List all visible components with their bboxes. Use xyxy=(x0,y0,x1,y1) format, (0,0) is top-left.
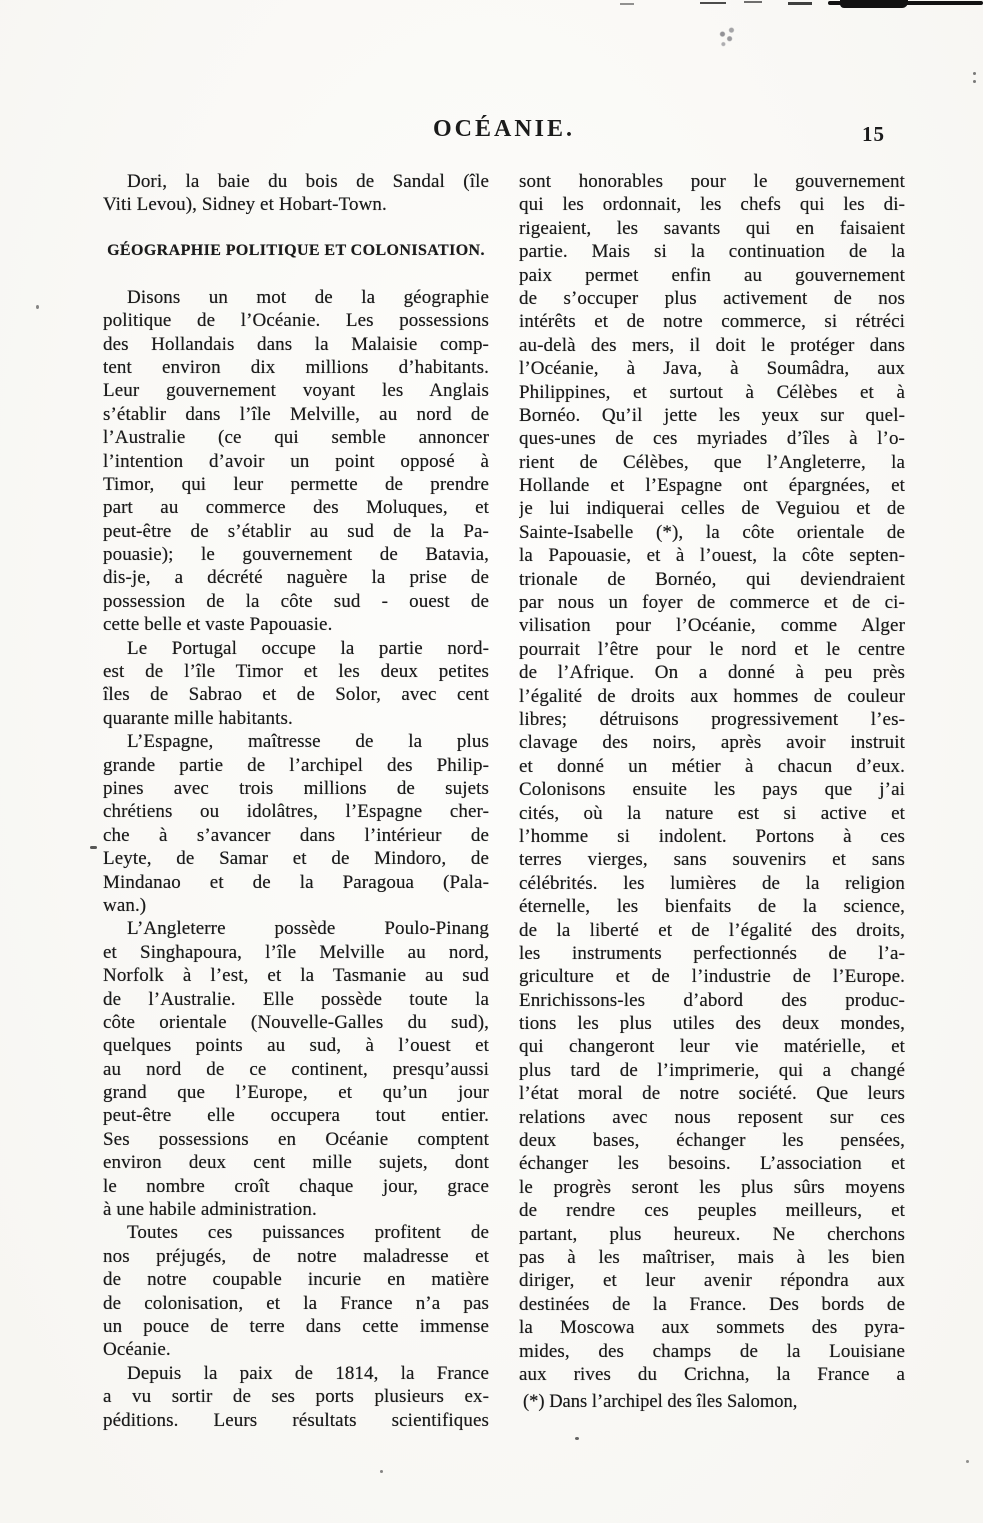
text-line: un pouce de terre dans cette immense xyxy=(103,1315,489,1337)
text-line: Norfolk à l’est, et la Tasmanie au sud xyxy=(103,965,489,987)
text-line: le nombre croît chaque jour, grace xyxy=(103,1175,489,1197)
text-line: le progrès seront les plus sûrs moyens xyxy=(519,1176,905,1198)
text-line: côte orientale (Nouvelle-Galles du sud), xyxy=(103,1011,489,1033)
text-line: de rendre ces peuples meilleurs, et xyxy=(519,1200,905,1222)
scan-artifact-top-streak xyxy=(840,0,908,8)
text-line: la Moscowa aux sommets des pyra- xyxy=(519,1317,905,1339)
text-line: possession de la côte sud - ouest de xyxy=(103,590,489,612)
text-line: trionale de Bornéo, qui deviendraient xyxy=(519,568,905,590)
text-line: s’établir dans l’île Melville, au nord de xyxy=(103,403,489,425)
text-line: partie. Mais si la continuation de la xyxy=(519,241,905,263)
page-number: 15 xyxy=(862,122,885,146)
text-line: de s’occuper plus activement de nos xyxy=(519,287,905,309)
text-line: chrétiens ou idolâtres, l’Espagne cher- xyxy=(103,801,489,823)
text-line: Timor, qui leur permette de prendre xyxy=(103,473,489,495)
scan-artifact xyxy=(90,846,97,849)
text-line: L’Espagne, maîtresse de la plus xyxy=(127,731,489,753)
text-line: Bornéo. Qu’il jette les yeux sur quel- xyxy=(519,404,905,426)
text-line: aux rives du Crichna, la France a xyxy=(519,1363,905,1385)
scan-artifact xyxy=(620,3,634,5)
scan-artifact xyxy=(744,1,762,3)
text-line: de l’Afrique. On a donné à peu près xyxy=(519,662,905,684)
text-line: vilisation pour l’Océanie, comme Alger xyxy=(519,615,905,637)
text-line: quelques points au sud, à l’ouest et xyxy=(103,1035,489,1057)
text-line: de l’Australie. Elle possède toute la xyxy=(103,988,489,1010)
scan-artifact xyxy=(788,2,812,5)
text-line: par nous un foyer de commerce et de ci- xyxy=(519,592,905,614)
text-line: Leyte, de Samar et de Mindoro, de xyxy=(103,848,489,870)
text-line: nos préjugés, de notre maladresse et xyxy=(103,1245,489,1267)
text-line: plus tard de l’imprimerie, qui a changé xyxy=(519,1059,905,1081)
scan-artifact xyxy=(973,80,976,83)
text-line: Le Portugal occupe la partie nord- xyxy=(127,637,489,659)
text-line: mides, des champs de la Louisiane xyxy=(519,1340,905,1362)
page-title: OCÉANIE. xyxy=(432,116,576,142)
text-line: cités, où la nature est si active et xyxy=(519,802,905,824)
text-line: Depuis la paix de 1814, la France xyxy=(127,1362,489,1384)
text-line: L’Angleterre possède Poulo-Pinang xyxy=(127,918,489,940)
text-line: libres; détruisons progressivement l’es- xyxy=(519,708,905,730)
text-line: pourrait l’être pour le nord et le centre xyxy=(519,638,905,660)
text-line: clavage des noirs, après avoir instruit xyxy=(519,732,905,754)
text-line: et Singhapoura, l’île Melville au nord, xyxy=(103,941,489,963)
scan-artifact-smudge xyxy=(714,25,742,50)
text-line: la Papouasie, et à l’ouest, la côte septen- xyxy=(519,545,905,567)
text-line: intérêts et de notre commerce, si rétréci xyxy=(519,311,905,333)
text-line: sont honorables pour le gouvernement xyxy=(519,171,905,192)
text-line: l’Australie (ce qui semble annoncer xyxy=(103,427,489,449)
text-line: part au commerce des Moluques, et xyxy=(103,497,489,519)
scan-artifact xyxy=(700,2,726,4)
text-line: relations avec nous reposent sur ces xyxy=(519,1106,905,1128)
text-line: Philippines, et surtout à Célèbes et à xyxy=(519,381,905,403)
text-line: peut-être elle occupera tout entier. xyxy=(103,1105,489,1127)
text-line: de notre coupable incurie en matière xyxy=(103,1269,489,1291)
text-line: che à s’avancer dans l’intérieur de xyxy=(103,824,489,846)
text-line: Hollande et l’Espagne ont épargnées, et xyxy=(519,475,905,497)
text-line: Océanie. xyxy=(103,1339,171,1361)
scan-artifact xyxy=(36,305,39,309)
text-line: Sainte-Isabelle (*), la côte orientale de xyxy=(519,521,905,543)
text-line: les instruments perfectionnés de l’a- xyxy=(519,942,905,964)
text-line: environ deux cent mille sujets, dont xyxy=(103,1152,489,1174)
text-line: Disons un mot de la géographie xyxy=(127,286,489,308)
text-line: de colonisation, et la France n’a pas xyxy=(103,1292,489,1314)
text-line: éternelle, les bienfaits de la science, xyxy=(519,896,905,918)
text-line: terres vierges, sans souvenirs et sans xyxy=(519,849,905,871)
text-line: deux bases, échanger les pensées, xyxy=(519,1130,905,1152)
text-line: Ses possessions en Océanie comptent xyxy=(103,1128,489,1150)
text-line: au-delà des mers, il doit le protéger dans xyxy=(519,334,905,356)
text-line: Enrichissons-les d’abord des produc- xyxy=(519,989,905,1011)
text-line: diriger, et leur avenir répondra aux xyxy=(519,1270,905,1292)
text-line: destinées de la France. Des bords de xyxy=(519,1293,905,1315)
scan-artifact xyxy=(966,1460,969,1463)
text-line: tent environ dix millions d’habitants. xyxy=(103,356,489,378)
text-line: l’égalité de droits aux hommes de couleur xyxy=(519,685,905,707)
text-line: et donné un métier à chacun d’eux. xyxy=(519,755,905,777)
text-line: Mindanao et de la Paragoua (Pala- xyxy=(103,871,489,893)
text-line: Dori, la baie du bois de Sandal (île xyxy=(127,171,489,192)
text-line: pouasie); le gouvernement de Batavia, xyxy=(103,544,489,566)
text-line: l’intention d’avoir un point opposé à xyxy=(103,450,489,472)
text-line: dis-je, a décrété naguère la prise de xyxy=(103,567,489,589)
text-line: pas à les maîtriser, mais à les bien xyxy=(519,1246,905,1268)
scan-artifact xyxy=(575,1437,579,1440)
text-line: péditions. Leurs résultats scientifiques xyxy=(103,1409,489,1431)
text-line: qui changeront leur vie matérielle, et xyxy=(519,1036,905,1058)
right-column xyxy=(519,170,905,1386)
text-line: ques-unes de ces myriades d’îles à l’o- xyxy=(519,428,905,450)
text-line: des Hollandais dans la Malaisie comp- xyxy=(103,333,489,355)
text-line: est de l’île Timor et les deux petites xyxy=(103,661,489,683)
text-line: l’état moral de notre société. Que leurs xyxy=(519,1083,905,1105)
text-line: qui les ordonnait, les chefs qui les di- xyxy=(519,194,905,216)
text-line: célébrités. les lumières de la religion xyxy=(519,872,905,894)
scan-artifact xyxy=(973,72,976,75)
text-line: échanger les besoins. L’association et xyxy=(519,1153,905,1175)
left-column xyxy=(103,170,489,1432)
text-line: îles de Sabrao et de Solor, avec cent xyxy=(103,684,489,706)
text-line: rient de Célèbes, que l’Angleterre, la xyxy=(519,451,905,473)
text-line: grand que l’Europe, et qu’un jour xyxy=(103,1082,489,1104)
text-line: Leur gouvernement voyant les Anglais xyxy=(103,380,489,402)
text-line: à une habile administration. xyxy=(103,1199,317,1221)
text-line: cette belle et vaste Papouasie. xyxy=(103,614,333,636)
text-line: rigeaient, les savants qui en faisaient xyxy=(519,217,905,239)
text-line: quarante mille habitants. xyxy=(103,707,293,729)
text-line: l’homme si indolent. Portons à ces xyxy=(519,825,905,847)
section-heading: GÉOGRAPHIE POLITIQUE ET COLONISATION. xyxy=(107,241,485,259)
text-line: peut-être de s’établir au sud de la Pa- xyxy=(103,520,489,542)
scan-artifact xyxy=(380,1470,383,1473)
text-line: politique de l’Océanie. Les possessions xyxy=(103,310,489,332)
text-line: griculture et de l’industrie de l’Europe. xyxy=(519,966,905,988)
text-line: pines avec trois millions de sujets xyxy=(103,777,489,799)
text-line: l’Océanie, à Java, à Soumâdra, aux xyxy=(519,358,905,380)
text-line: tions les plus utiles des deux mondes, xyxy=(519,1013,905,1035)
text-line: wan.) xyxy=(103,894,147,916)
text-line: Viti Levou), Sidney et Hobart-Town. xyxy=(103,194,387,216)
text-line: de la liberté et de l’égalité des droits, xyxy=(519,919,905,941)
text-line: grande partie de l’archipel des Philip- xyxy=(103,754,489,776)
text-line: Toutes ces puissances profitent de xyxy=(127,1222,489,1244)
text-line: au nord de ce continent, presqu’aussi xyxy=(103,1058,489,1080)
text-line: je lui indiquerai celles de Veguiou et de xyxy=(519,498,905,520)
text-line: paix permet enfin au gouvernement xyxy=(519,264,905,286)
footnote: (*) Dans l’archipel des îles Salomon, xyxy=(523,1392,798,1412)
text-line: Colonisons ensuite les pays que j’ai xyxy=(519,779,905,801)
text-line: a vu sortir de ses ports plusieurs ex- xyxy=(103,1386,489,1408)
text-line: partant, plus heureux. Ne cherchons xyxy=(519,1223,905,1245)
